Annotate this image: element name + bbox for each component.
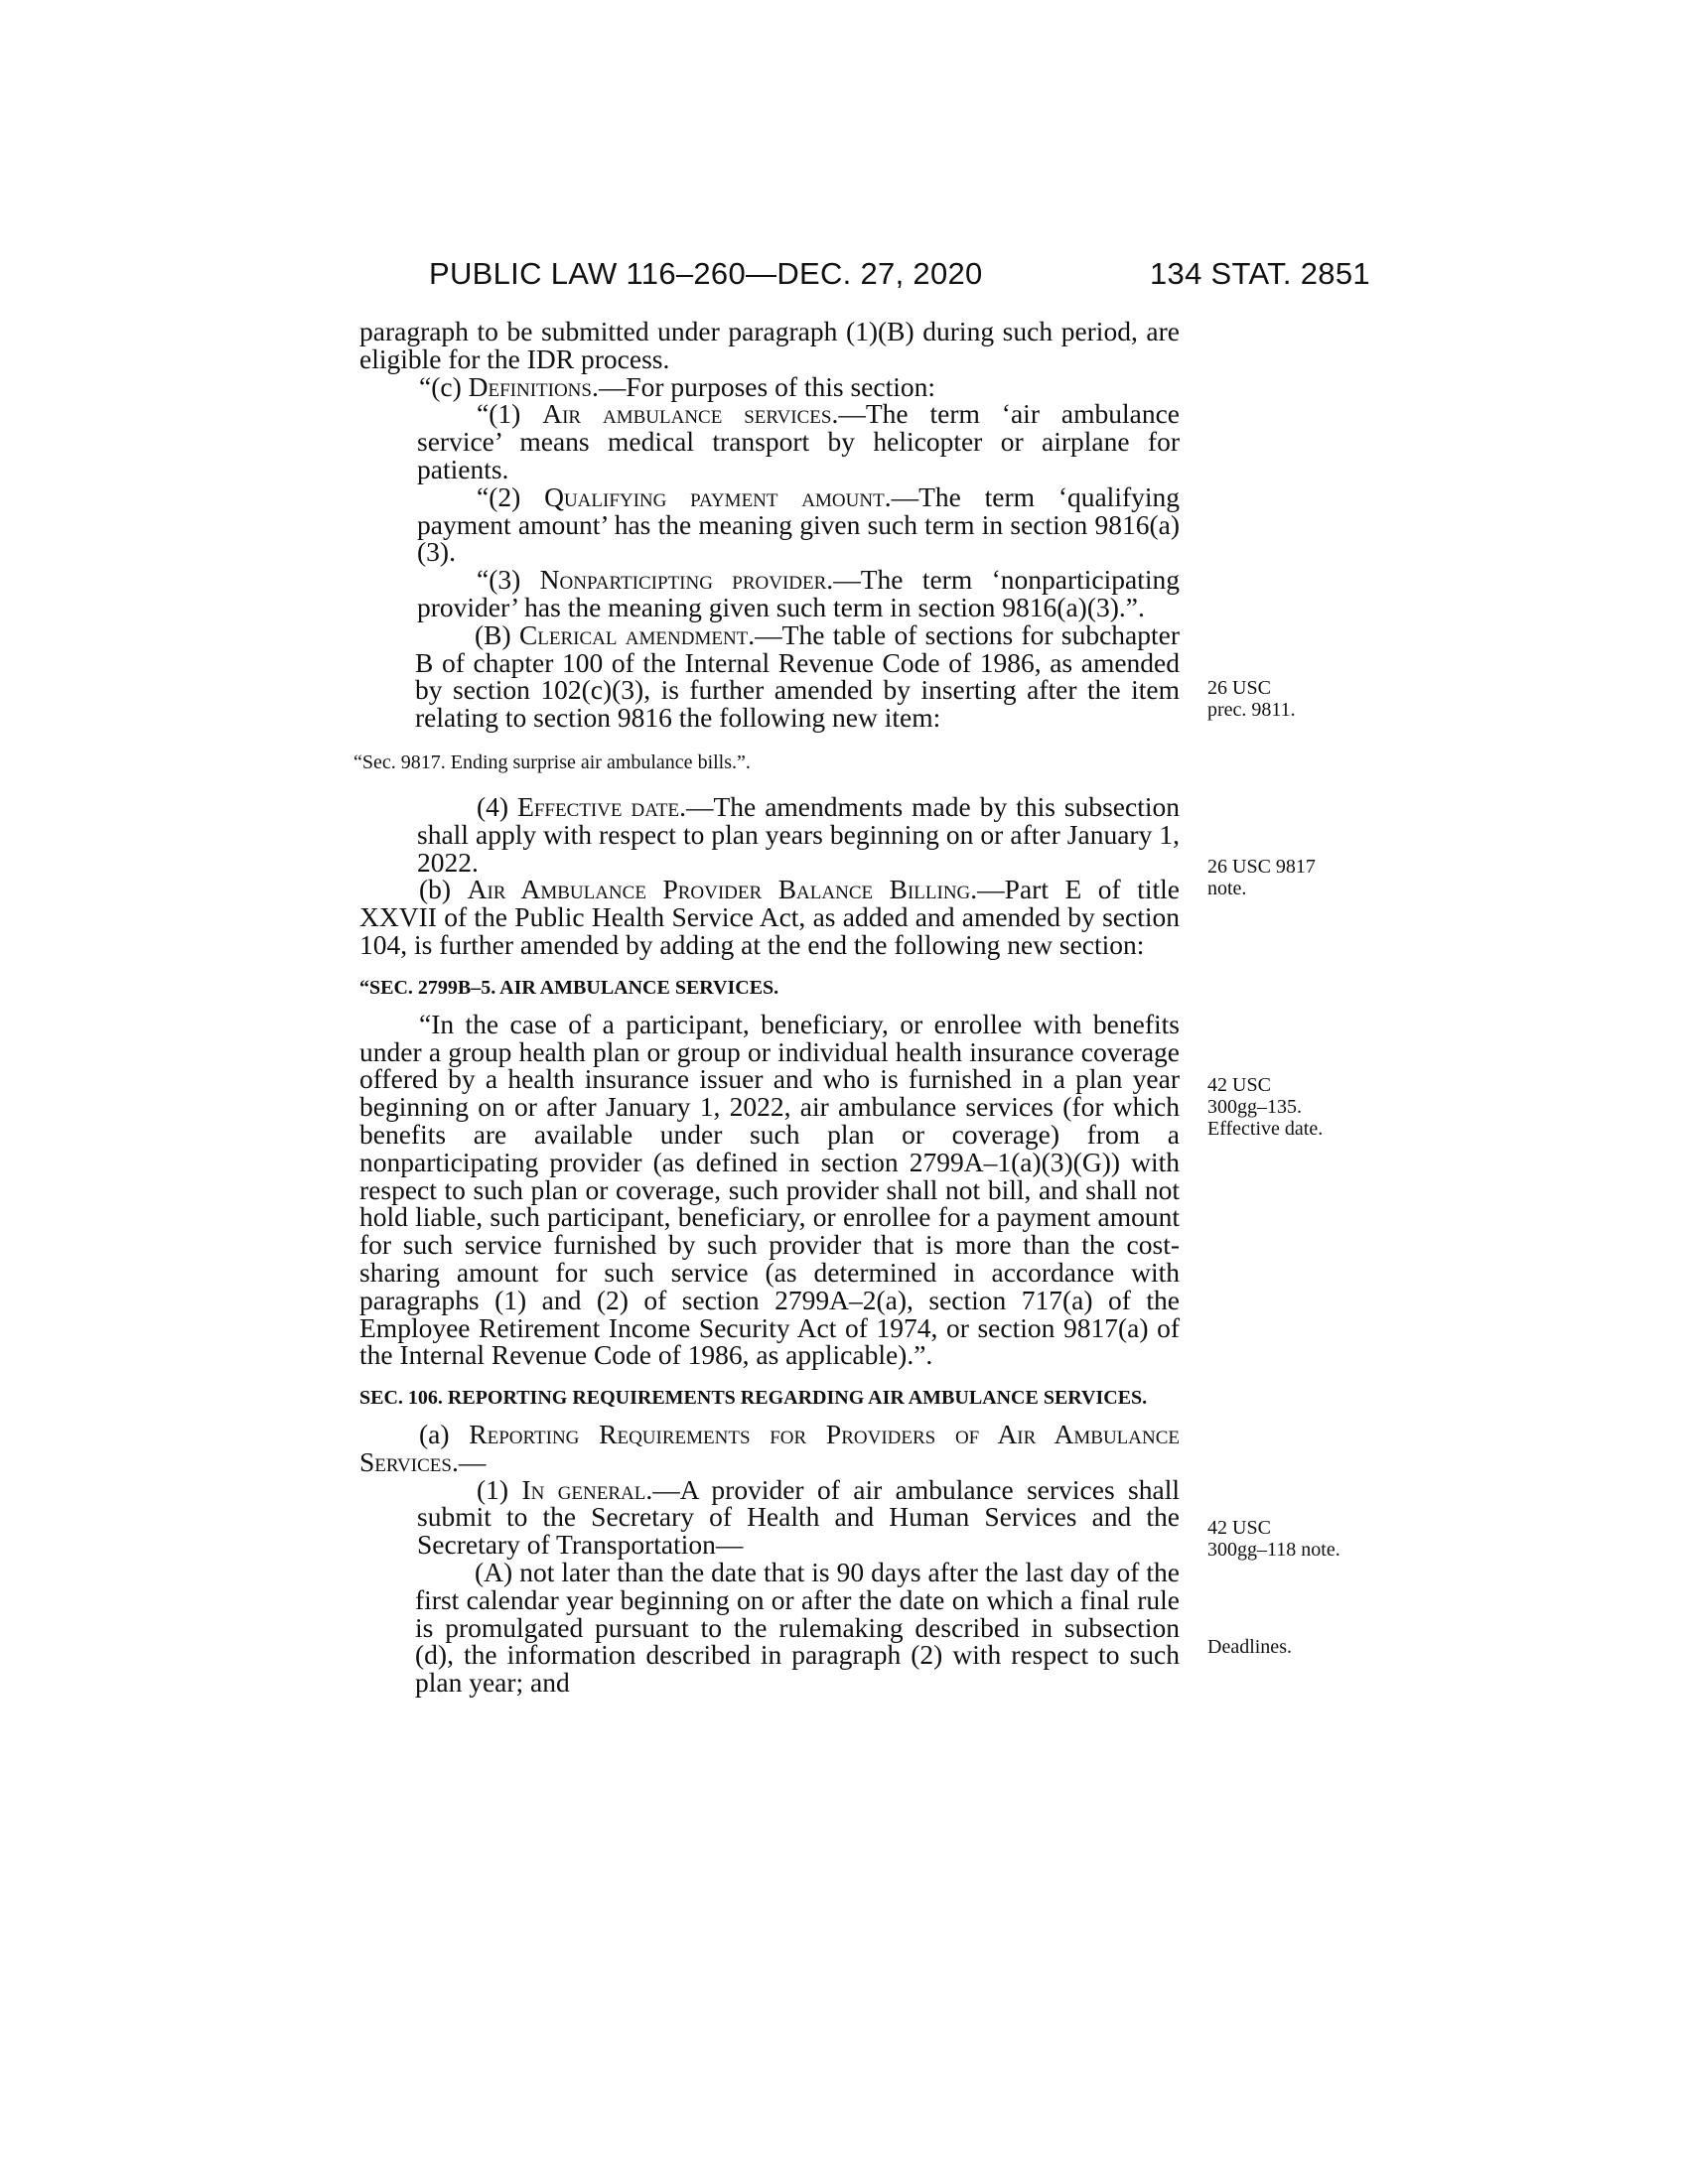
heading-clerical-amendment: Clerical amendment. [518,618,756,650]
heading-balance-billing: Air Ambulance Provider Balance Billing. [467,874,978,905]
running-head-title: PUBLIC LAW 116–260—DEC. 27, 2020 [429,256,983,291]
subsection-b-balance-billing: (b) Air Ambulance Provider Balance Billing.—Part E of title XXVII of the Public Health Service Act, as added and amended by section 104, is further amended by adding at the end the following new section: [359,874,1180,960]
section-2799b-5-heading: “SEC. 2799B–5. AIR AMBULANCE SERVICES. [359,976,779,999]
statute-body [353,316,1181,1699]
margin-note-42usc-300gg-135: 42 USC 300gg–135. Effective date. [1207,1074,1324,1140]
definition-air-ambulance-services: “(1) Air ambulance services.—The term ‘air ambulance service’ means medical transport by helicopter or airplane for patients. [417,398,1180,484]
margin-note-deadlines: Deadlines. [1207,1636,1292,1658]
subsection-c-definitions: “(c) Definitions.—For purposes of this section: [419,370,935,402]
definition-nonparticipating-provider: “(3) Nonparticipting provider.—The term ‘nonparticipating provider’ has the meaning given such term in section 9816(a)(3).”. [417,564,1180,622]
subsection-a-reporting-requirements: (a) Reporting Requirements for Providers of Air Ambulance Services.— [359,1419,1180,1477]
heading-air-ambulance-services: Air ambulance services. [542,398,839,430]
paragraph-continuation: paragraph to be submitted under paragraph (1)(B) during such period, are eligible for the IDR process. [359,316,1180,374]
heading-reporting-requirements: Reporting Requirements for Providers of Air Ambulance Services. [359,1419,1180,1477]
section-2799b-5-text: “In the case of a participant, beneficiary, or enrollee with benefits under a group health plan or group or individual health insurance coverage offered by a health insurance issuer and who is furnished in a plan year beginning on or after January 1, 2022, air ambulance services (for which benefits are available under such plan or coverage) from a nonparticipating provider (as defined in section 2799A–1(a)(3)(G)) with respect to such plan or coverage, such provider shall not bill, and shall not hold liable, such participant, beneficiary, or enrollee for a payment amount for such service furnished by such provider that is more than the cost-sharing amount for such service (as determined in accordance with paragraphs (1) and (2) of section 2799A–2(a), section 717(a) of the Employee Retirement Income Security Act of 1974, or section 9817(a) of the Internal Revenue Code of 1986, as applicable).”. [359,1008,1180,1371]
heading-nonparticipating-provider: Nonparticipting provider. [539,564,834,596]
page-stat-number: 134 STAT. 2851 [1150,256,1370,291]
heading-effective-date: Effective date. [517,790,686,822]
heading-qualifying-payment-amount: Qualifying payment amount. [544,480,892,512]
heading-definitions: Definitions. [468,370,599,402]
heading-in-general: In general. [521,1473,653,1505]
clerical-amendment: (B) Clerical amendment.—The table of sections for subchapter B of chapter 100 of the Internal Revenue Code of 1986, as amended by section 102(c)(3), is further amended by inserting after the item relating to section 9816 the following new item: [415,618,1180,734]
section-106-heading: SEC. 106. REPORTING REQUIREMENTS REGARDING AIR AMBULANCE SERVICES. [359,1387,1148,1410]
definition-qualifying-payment-amount: “(2) Qualifying payment amount.—The term ‘qualifying payment amount’ has the meaning given such term in section 9816(a)(3). [417,480,1181,568]
margin-note-26usc-9817-note: 26 USC 9817 note. [1207,856,1316,899]
paragraph-1-in-general: (1) In general.—A provider of air ambulance services shall submit to the Secretary of Health and Human Services and the Secretary of Transportation— [417,1473,1180,1561]
effective-date-paragraph: (4) Effective date.—The amendments made by this subsection shall apply with respect to plan years beginning on or after January 1, 2022. [417,790,1180,878]
margin-note-42usc-300gg-118: 42 USC 300gg–118 note. [1207,1517,1340,1561]
margin-note-26usc-prec-9811: 26 USC prec. 9811. [1207,677,1296,721]
subparagraph-a: (A) not later than the date that is 90 days after the last day of the first calendar year beginning on or after the date on which a final rule is promulgated pursuant to the rulemaking described in subsection (d), the information described in paragraph (2) with respect to such plan year; and [415,1557,1180,1699]
table-of-sections-item: “Sec. 9817. Ending surprise air ambulance bills.”. [353,751,751,773]
